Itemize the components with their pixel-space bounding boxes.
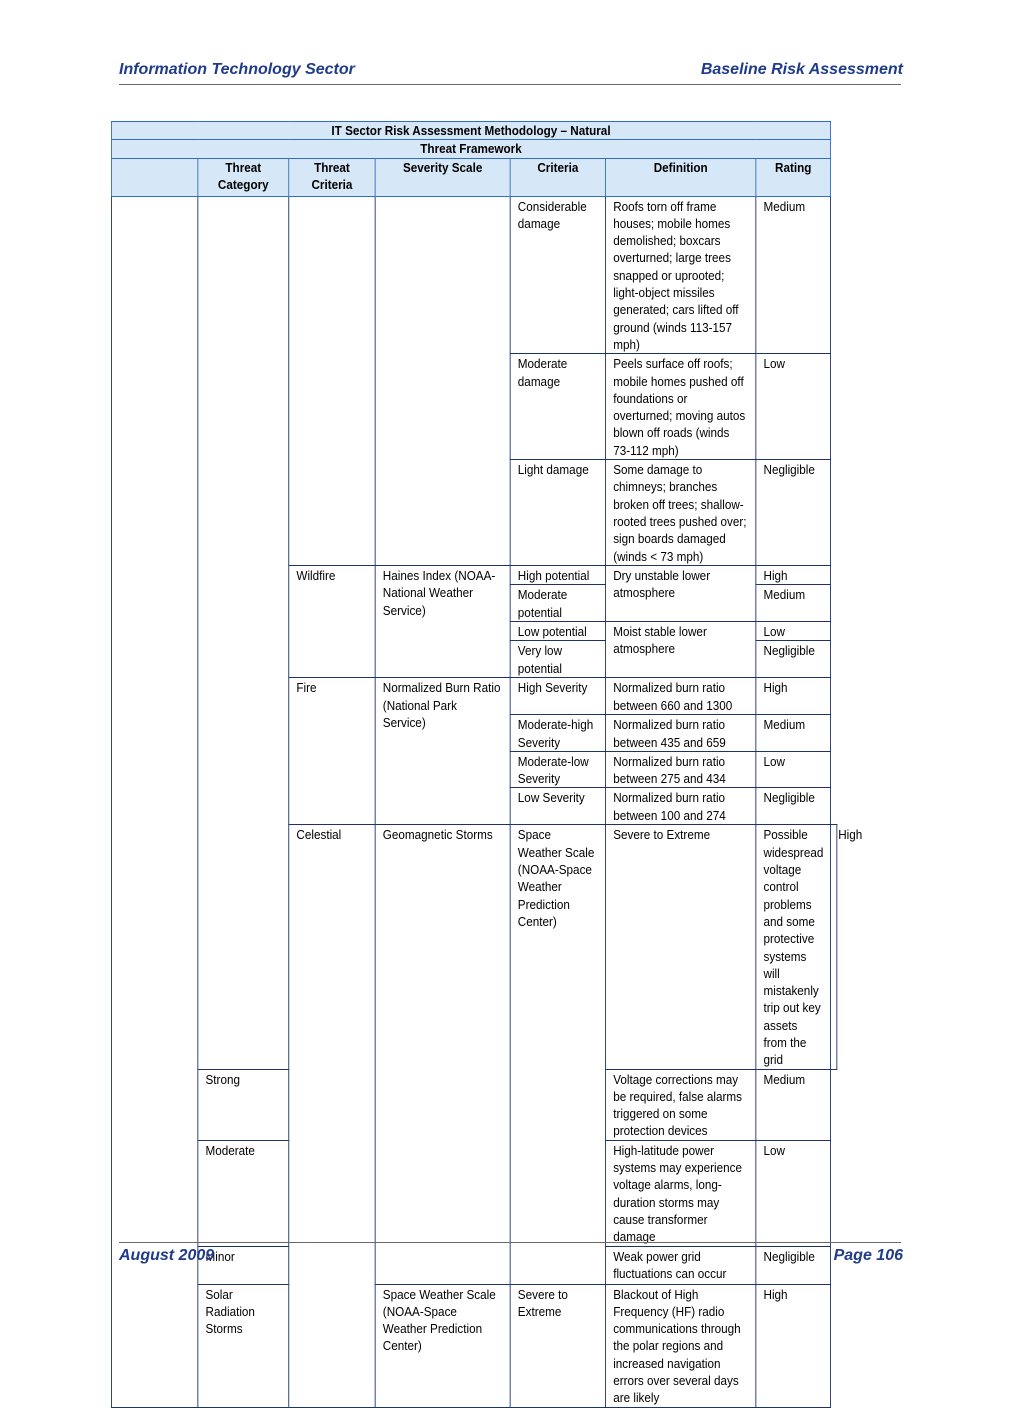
definition-cell: Normalized burn ratio between 100 and 274	[606, 788, 756, 825]
criteria-cell: Moderate	[198, 1140, 289, 1246]
definition-cell: Normalized burn ratio between 275 and 434	[606, 751, 756, 788]
definition-cell: Dry unstable lower atmosphere	[606, 566, 756, 622]
criteria-cell: Light damage	[510, 460, 605, 566]
rating-cell: Medium	[756, 1069, 831, 1140]
criteria-cell: Severe to Extreme	[510, 1284, 605, 1407]
criteria-cell: Considerable damage	[510, 196, 605, 354]
col-header-threat-category: Threat Category	[198, 158, 289, 196]
rating-cell: High	[756, 566, 831, 585]
rating-cell: High	[831, 825, 837, 1069]
definition-cell: Roofs torn off frame houses; mobile homes demolished; boxcars overturned; large trees snapped or uprooted; light-object missiles generated; cars lifted off ground (winds 113-157 mph)	[606, 196, 756, 354]
criteria-cell: Severe to Extreme	[606, 825, 756, 1069]
rating-cell: Medium	[756, 715, 831, 752]
blank-cell	[198, 196, 289, 1069]
table-title: IT Sector Risk Assessment Methodology – Natural	[111, 122, 830, 140]
col-header-criteria: Criteria	[510, 158, 605, 196]
definition-cell: High-latitude power systems may experience voltage alarms, long-duration storms may cause transformer damage	[606, 1140, 756, 1246]
col-header-definition: Definition	[606, 158, 756, 196]
table-row	[111, 1284, 836, 1407]
rating-cell: Low	[756, 751, 831, 788]
definition-cell: Weak power grid fluctuations can occur	[606, 1246, 756, 1284]
risk-methodology-table	[111, 121, 863, 1408]
table-subtitle: Threat Framework	[111, 140, 830, 158]
footer-page-number: Page 106	[833, 1247, 903, 1264]
criteria-cell: Moderate damage	[510, 354, 605, 460]
criteria-cell: Moderate-high Severity	[510, 715, 605, 752]
criteria-cell: Strong	[198, 1069, 289, 1140]
definition-cell: Blackout of High Frequency (HF) radio communications through the polar regions and increased navigation errors over several days are likely	[606, 1284, 756, 1407]
rating-cell: High	[756, 678, 831, 715]
footer-date: August 2009	[119, 1247, 215, 1264]
severity-scale-cell: Space Weather Scale (NOAA-Space Weather Prediction Center)	[375, 1284, 510, 1407]
table-row	[111, 196, 836, 354]
rating-cell: Low	[756, 1140, 831, 1246]
rating-cell: Medium	[756, 196, 831, 354]
threat-criteria-cell: Fire	[289, 678, 375, 825]
header-blank	[111, 158, 197, 196]
severity-scale-cell: Normalized Burn Ratio (National Park Service)	[375, 678, 510, 825]
definition-cell: Voltage corrections may be required, false alarms triggered on some protection devices	[606, 1069, 756, 1140]
rating-cell: Negligible	[756, 641, 831, 678]
col-header-severity-scale: Severity Scale	[375, 158, 510, 196]
threat-category-cell: Celestial	[289, 825, 375, 1407]
blank-cell	[375, 196, 510, 565]
rating-cell: Medium	[756, 585, 831, 622]
criteria-cell: Low Severity	[510, 788, 605, 825]
criteria-cell: Minor	[198, 1246, 289, 1284]
threat-criteria-cell: Solar Radiation Storms	[198, 1284, 289, 1407]
footer-divider	[119, 1242, 901, 1243]
rating-cell: Low	[756, 354, 831, 460]
col-header-rating: Rating	[756, 158, 831, 196]
rating-cell: High	[756, 1284, 831, 1407]
threat-criteria-cell: Wildfire	[289, 566, 375, 678]
criteria-cell: Moderate potential	[510, 585, 605, 622]
blank-cell	[289, 196, 375, 565]
criteria-cell: Low potential	[510, 621, 605, 640]
threat-criteria-cell: Geomagnetic Storms	[375, 825, 510, 1284]
definition-cell: Possible widespread voltage control problems and some protective systems will mistakenly trip out key assets from the grid	[756, 825, 831, 1069]
criteria-cell: Very low potential	[510, 641, 605, 678]
header-document-title: Baseline Risk Assessment	[700, 61, 903, 78]
col-header-threat-criteria: Threat Criteria	[289, 158, 375, 196]
severity-scale-cell: Haines Index (NOAA-National Weather Service)	[375, 566, 510, 678]
criteria-cell: High Severity	[510, 678, 605, 715]
criteria-cell: High potential	[510, 566, 605, 585]
definition-cell: Normalized burn ratio between 660 and 1300	[606, 678, 756, 715]
severity-scale-cell: Space Weather Scale (NOAA-Space Weather Prediction Center)	[510, 825, 605, 1284]
rating-cell: Negligible	[756, 1246, 831, 1284]
header-sector-title: Information Technology Sector	[119, 61, 355, 78]
definition-cell: Normalized burn ratio between 435 and 659	[606, 715, 756, 752]
criteria-cell: Moderate-low Severity	[510, 751, 605, 788]
rating-cell: Low	[756, 621, 831, 640]
definition-cell: Moist stable lower atmosphere	[606, 621, 756, 677]
definition-cell: Peels surface off roofs; mobile homes pushed off foundations or overturned; moving autos blown off roads (winds 73-112 mph)	[606, 354, 756, 460]
rating-cell: Negligible	[756, 460, 831, 566]
rating-cell: Negligible	[756, 788, 831, 825]
blank-cell	[111, 196, 197, 1407]
header-divider	[119, 84, 901, 85]
definition-cell: Some damage to chimneys; branches broken off trees; shallow-rooted trees pushed over; sign boards damaged (winds < 73 mph)	[606, 460, 756, 566]
